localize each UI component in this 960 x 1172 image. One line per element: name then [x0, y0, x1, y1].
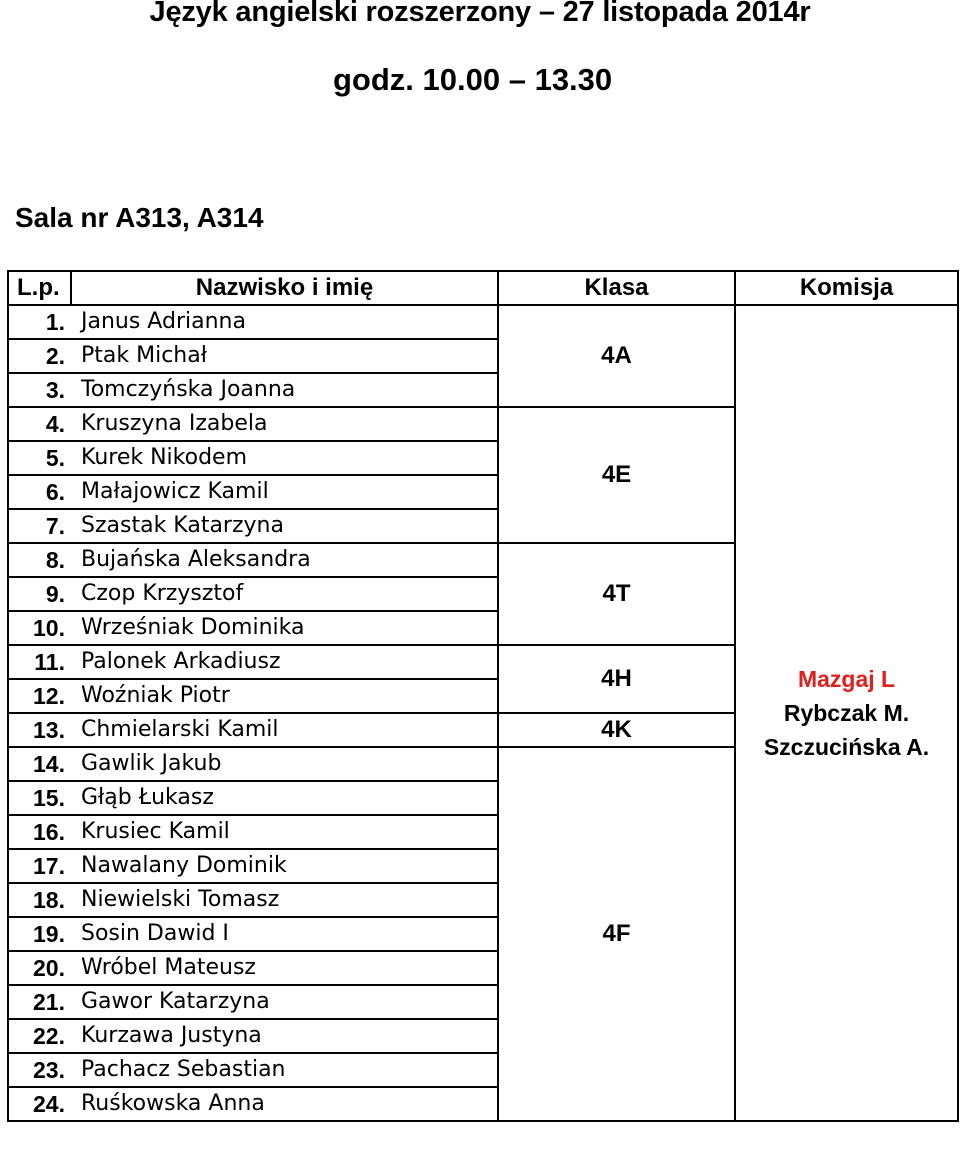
student-name: Palonek Arkadiusz	[71, 645, 498, 679]
row-number: 8.	[8, 543, 71, 577]
student-name: Wróbel Mateusz	[71, 951, 498, 985]
committee-member: Rybczak M.	[783, 700, 910, 726]
row-number: 11.	[8, 645, 71, 679]
student-name: Pachacz Sebastian	[71, 1053, 498, 1087]
student-name: Wrześniak Dominika	[71, 611, 498, 645]
row-number: 13.	[8, 713, 71, 747]
student-name: Nawalany Dominik	[71, 849, 498, 883]
student-name: Szastak Katarzyna	[71, 509, 498, 543]
student-name: Tomczyńska Joanna	[71, 373, 498, 407]
student-name: Czop Krzysztof	[71, 577, 498, 611]
class-cell: 4H	[498, 645, 735, 713]
row-number: 10.	[8, 611, 71, 645]
row-number: 6.	[8, 475, 71, 509]
row-number: 12.	[8, 679, 71, 713]
class-cell: 4E	[498, 407, 735, 543]
class-cell: 4F	[498, 747, 735, 1121]
row-number: 20.	[8, 951, 71, 985]
committee-chair: Mazgaj L	[797, 666, 896, 692]
student-name: Głąb Łukasz	[71, 781, 498, 815]
page-title: Język angielski rozszerzony – 27 listopada 2014r	[149, 0, 811, 28]
table-header-row	[8, 271, 958, 305]
row-number: 16.	[8, 815, 71, 849]
row-number: 18.	[8, 883, 71, 917]
student-name: Kruszyna Izabela	[71, 407, 498, 441]
row-number: 2.	[8, 339, 71, 373]
column-header-class: Klasa	[498, 271, 735, 305]
row-number: 24.	[8, 1087, 71, 1121]
row-number: 23.	[8, 1053, 71, 1087]
student-name: Kurek Nikodem	[71, 441, 498, 475]
table-body	[8, 305, 958, 1121]
student-name: Janus Adrianna	[71, 305, 498, 339]
student-name: Ruśkowska Anna	[71, 1087, 498, 1121]
exam-roster-table	[7, 270, 959, 1122]
exam-time: godz. 10.00 – 13.30	[333, 62, 613, 97]
student-name: Ptak Michał	[71, 339, 498, 373]
row-number: 1.	[8, 305, 71, 339]
row-number: 22.	[8, 1019, 71, 1053]
student-name: Kurzawa Justyna	[71, 1019, 498, 1053]
student-name: Woźniak Piotr	[71, 679, 498, 713]
student-name: Niewielski Tomasz	[71, 883, 498, 917]
committee-cell	[735, 305, 958, 1121]
row-number: 7.	[8, 509, 71, 543]
student-name: Krusiec Kamil	[71, 815, 498, 849]
student-name: Bujańska Aleksandra	[71, 543, 498, 577]
row-number: 14.	[8, 747, 71, 781]
student-name: Gawlik Jakub	[71, 747, 498, 781]
row-number: 5.	[8, 441, 71, 475]
committee-member: Szczucińska A.	[763, 734, 930, 760]
column-header-committee: Komisja	[735, 271, 958, 305]
table-row	[8, 305, 958, 339]
column-header-lp: L.p.	[8, 271, 71, 305]
row-number: 3.	[8, 373, 71, 407]
student-name: Gawor Katarzyna	[71, 985, 498, 1019]
class-cell: 4K	[498, 713, 735, 747]
row-number: 21.	[8, 985, 71, 1019]
row-number: 19.	[8, 917, 71, 951]
row-number: 17.	[8, 849, 71, 883]
row-number: 15.	[8, 781, 71, 815]
class-cell: 4T	[498, 543, 735, 645]
room-label: Sala nr A313, A314	[15, 202, 264, 233]
row-number: 9.	[8, 577, 71, 611]
row-number: 4.	[8, 407, 71, 441]
student-name: Sosin Dawid I	[71, 917, 498, 951]
column-header-name: Nazwisko i imię	[71, 271, 498, 305]
student-name: Małajowicz Kamil	[71, 475, 498, 509]
student-name: Chmielarski Kamil	[71, 713, 498, 747]
class-cell: 4A	[498, 305, 735, 407]
